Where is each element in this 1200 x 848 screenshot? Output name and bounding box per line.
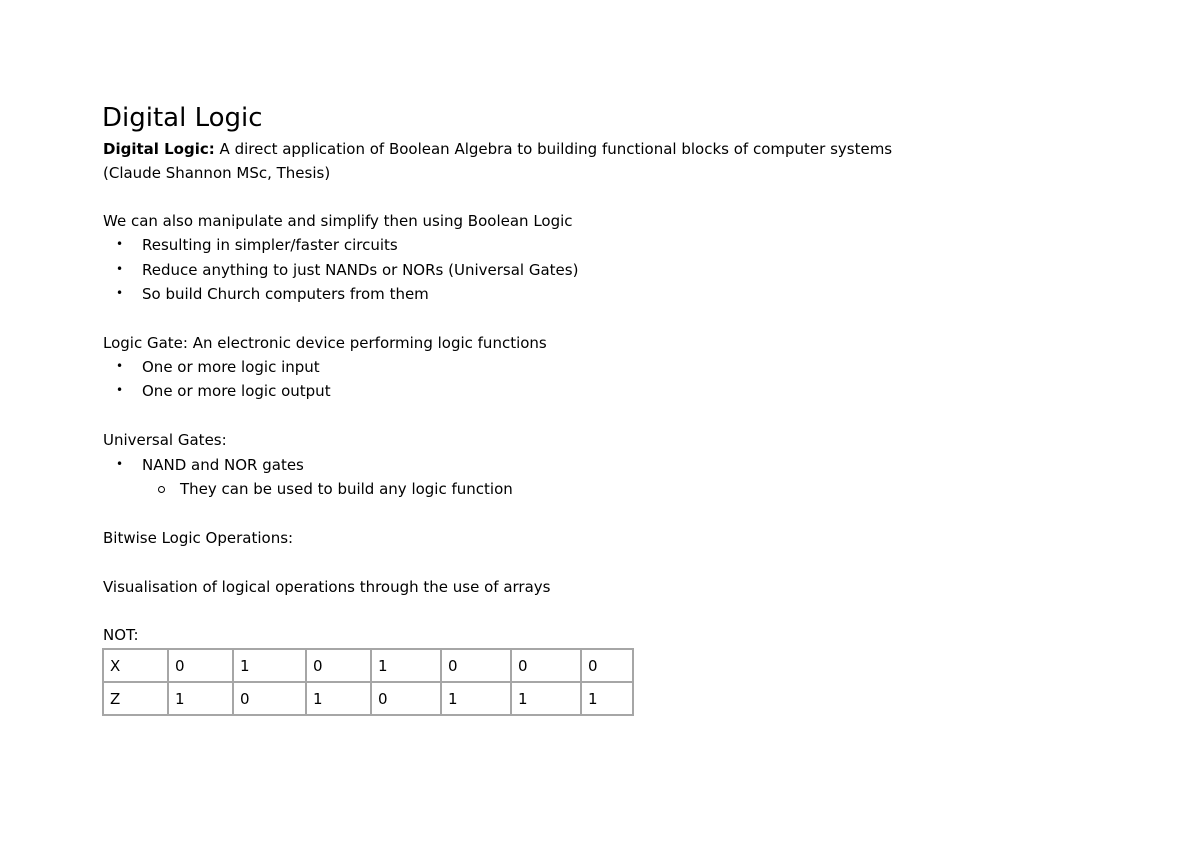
definition-text: A direct application of Boolean Algebra to building functional blocks of computer systems: [214, 140, 893, 158]
table-cell: 1: [306, 682, 371, 715]
table-cell: 0: [441, 649, 511, 682]
list-item: One or more logic output: [142, 382, 331, 400]
table-row: [103, 649, 633, 682]
table-cell: 1: [168, 682, 233, 715]
definition-term: Digital Logic:: [103, 140, 215, 158]
table-cell: 1: [371, 649, 441, 682]
page-title: Digital Logic: [102, 103, 263, 133]
table-cell: 0: [581, 649, 633, 682]
bullet-icon: •: [116, 262, 124, 276]
visualisation-text: Visualisation of logical operations through the use of arrays: [103, 578, 551, 596]
list-item: So build Church computers from them: [142, 285, 429, 303]
definition-citation: (Claude Shannon MSc, Thesis): [103, 164, 331, 182]
list-item: NAND and NOR gates: [142, 456, 304, 474]
table-cell: 0: [233, 682, 306, 715]
not-truth-table: [102, 648, 634, 716]
table-row: [103, 682, 633, 715]
table-cell: 1: [511, 682, 581, 715]
bullet-icon: •: [116, 237, 124, 251]
list-item: Reduce anything to just NANDs or NORs (Universal Gates): [142, 261, 579, 279]
bitwise-heading: Bitwise Logic Operations:: [103, 529, 294, 547]
sub-list-item: They can be used to build any logic function: [180, 480, 513, 498]
table-cell: Z: [103, 682, 168, 715]
table-cell: X: [103, 649, 168, 682]
list-item: One or more logic input: [142, 358, 320, 376]
table-cell: 1: [581, 682, 633, 715]
sub-bullet-icon: [158, 486, 165, 493]
table-cell: 0: [511, 649, 581, 682]
bullet-icon: •: [116, 286, 124, 300]
not-label: NOT:: [103, 626, 139, 644]
logic-gate-intro: Logic Gate: An electronic device performing logic functions: [103, 334, 547, 352]
list-item: Resulting in simpler/faster circuits: [142, 236, 398, 254]
table-cell: 1: [441, 682, 511, 715]
table-cell: 1: [233, 649, 306, 682]
simplify-intro: We can also manipulate and simplify then using Boolean Logic: [103, 212, 573, 230]
universal-intro: Universal Gates:: [103, 431, 227, 449]
table-cell: 0: [371, 682, 441, 715]
table-cell: 0: [306, 649, 371, 682]
table-cell: 0: [168, 649, 233, 682]
bullet-icon: •: [116, 383, 124, 397]
definition-line: [103, 139, 892, 159]
bullet-icon: •: [116, 457, 124, 471]
bullet-icon: •: [116, 359, 124, 373]
